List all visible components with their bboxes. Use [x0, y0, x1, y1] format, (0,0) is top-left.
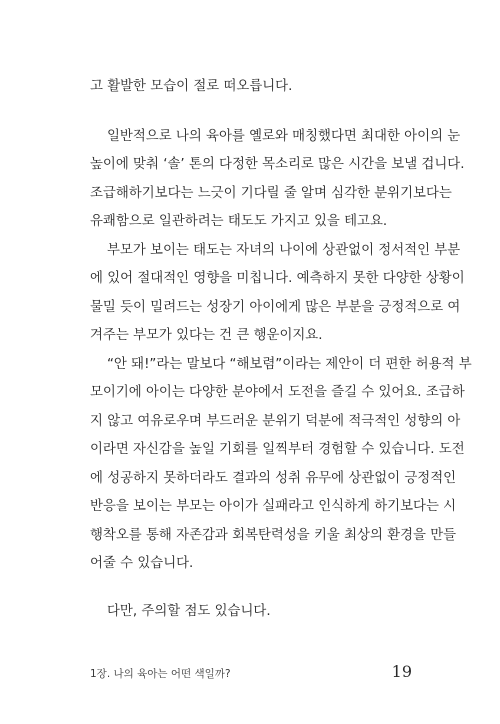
text-line: 지 않고 여유로우며 부드러운 분위기 덕분에 적극적인 성향의 아 [90, 414, 461, 429]
text-line: 조급해하기보다는 느긋이 기다릴 줄 알며 심각한 분위기보다는 [90, 186, 452, 201]
text-line: 에 있어 절대적인 영향을 미칩니다. 예측하지 못한 다양한 상황이 [90, 271, 465, 286]
text-line: 겨주는 부모가 있다는 건 큰 행운이지요. [90, 328, 323, 343]
chapter-title: 1장. 나의 육아는 어떤 색일까? [90, 668, 231, 680]
text-line: 높이에 맞춰 ‘솔’ 톤의 다정한 목소리로 많은 시간을 보낼 겁니다. [90, 157, 465, 172]
text-line: “안 돼!”라는 말보다 “해보렴”이라는 제안이 더 편한 허용적 부 [107, 357, 472, 372]
text-line: 반응을 보이는 부모는 아이가 실패라고 인식하게 하기보다는 시 [90, 499, 457, 514]
text-line: 행착오를 통해 자존감과 회복탄력성을 키울 최상의 환경을 만들 [90, 528, 457, 543]
text-line: 물밀 듯이 밀려드는 성장기 아이에게 많은 부분을 긍정적으로 여 [90, 300, 461, 315]
page-number: 19 [391, 662, 412, 681]
text-line: 에 성공하지 못하더라도 결과의 성취 유무에 상관없이 긍정적인 [90, 471, 457, 486]
text-line: 모이기에 아이는 다양한 분야에서 도전을 즐길 수 있어요. 조급하 [90, 385, 465, 400]
text-line: 부모가 보이는 태도는 자녀의 나이에 상관없이 정서적인 부분 [107, 243, 461, 258]
text-line: 일반적으로 나의 육아를 옐로와 매칭했다면 최대한 아이의 눈 [107, 129, 461, 144]
text-line: 이라면 자신감을 높일 기회를 일찍부터 경험할 수 있습니다. 도전 [90, 442, 465, 457]
text-line: 유쾌함으로 일관하려는 태도도 가지고 있을 테고요. [90, 214, 388, 229]
text-line: 고 활발한 모습이 절로 떠오릅니다. [90, 79, 293, 94]
text-line: 어줄 수 있습니다. [90, 556, 194, 571]
text-line: 다만, 주의할 점도 있습니다. [107, 604, 271, 619]
